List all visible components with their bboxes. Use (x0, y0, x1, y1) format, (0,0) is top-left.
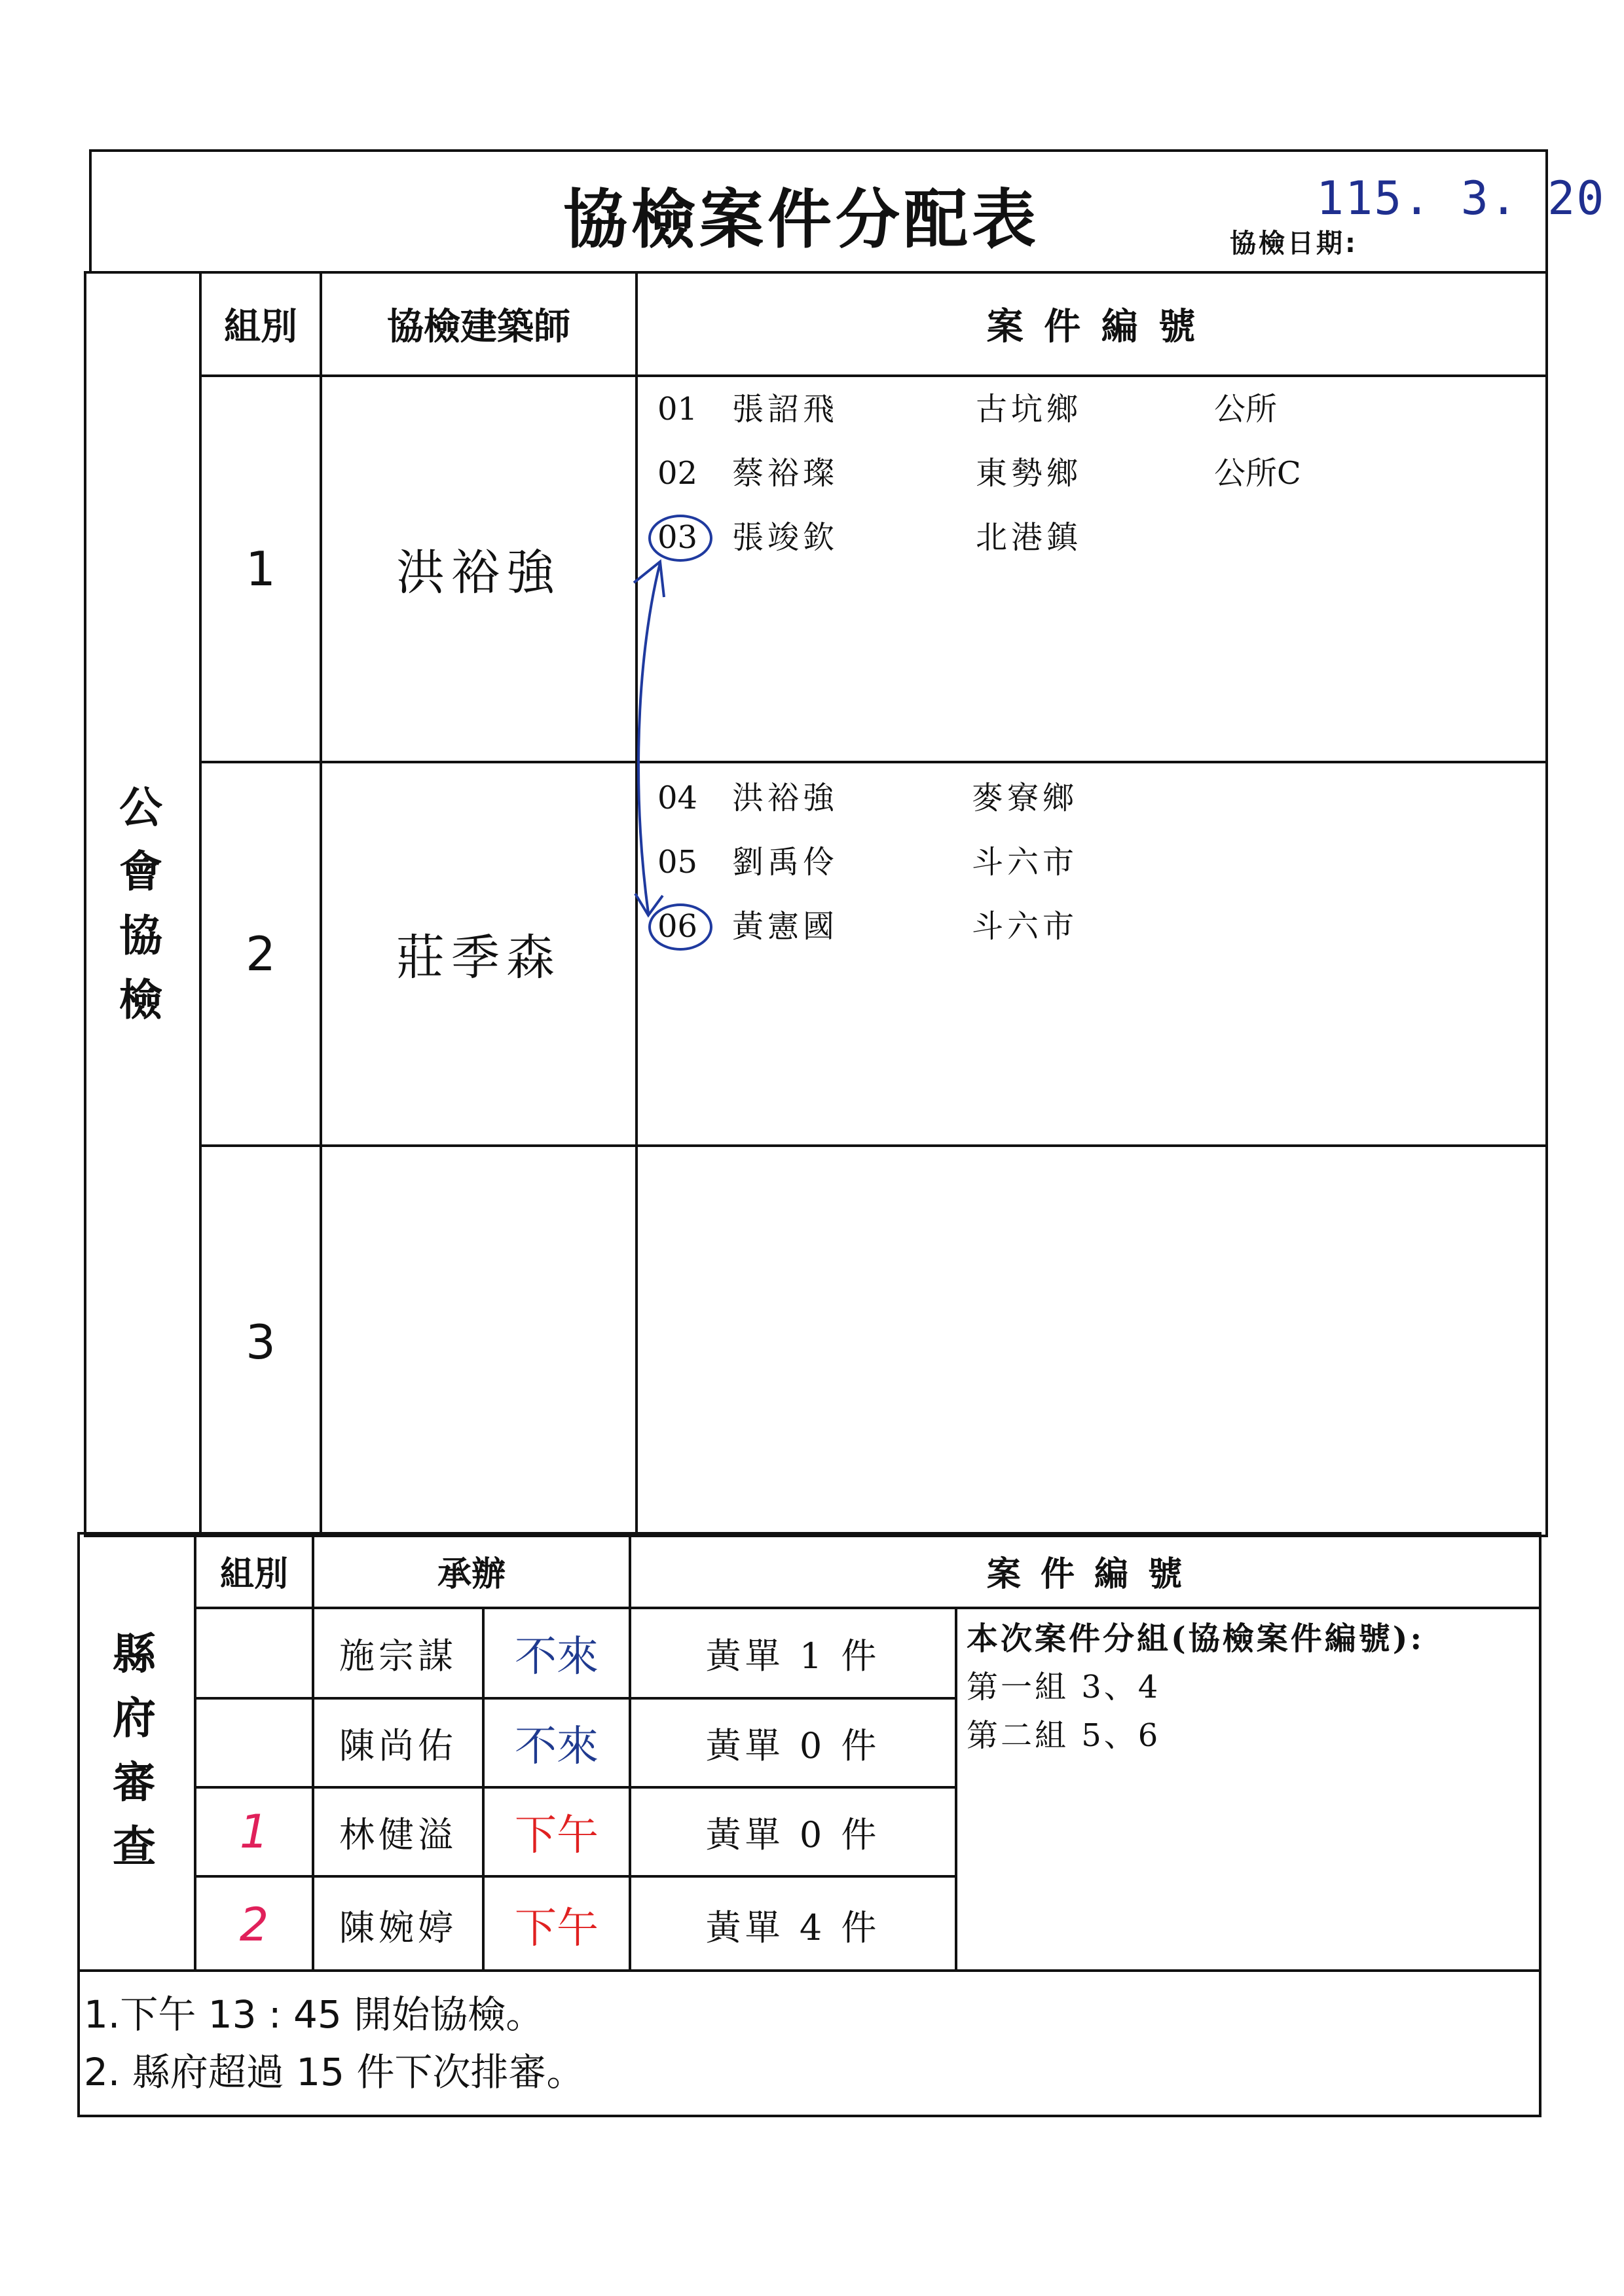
handler-name: 陳婉婷 (339, 1906, 457, 1948)
col-header-group: 組別 (224, 306, 297, 348)
yellow-slip-count: 黃單 4 件 (705, 1906, 881, 1948)
group-number: 2 (246, 926, 276, 981)
group-number: 1 (246, 541, 276, 596)
col-header-cases: 案 件 編 號 (986, 306, 1200, 348)
col-header-cases: 案 件 編 號 (986, 1554, 1187, 1594)
case-applicant: 張竣欽 (732, 519, 839, 556)
col-header-group: 組別 (219, 1554, 288, 1594)
section-char: 查 (113, 1821, 156, 1872)
association-section-label (98, 776, 183, 1032)
section-char: 審 (113, 1757, 156, 1808)
case-applicant: 劉禹伶 (732, 844, 839, 881)
case-no: 02 (657, 455, 698, 492)
section-char: 會 (119, 847, 162, 897)
date-stamp: 115. 3. 20 (1316, 172, 1606, 225)
handler-name: 陳尚佑 (339, 1724, 457, 1766)
handwritten-group-mark: 2 (239, 1898, 269, 1952)
case-place: 古坑鄉 (976, 391, 1082, 428)
county-section-label (92, 1622, 177, 1879)
grouping-summary (967, 1614, 1424, 1760)
case-applicant: 洪裕強 (732, 780, 839, 816)
case-applicant: 蔡裕璨 (732, 455, 839, 492)
architect-name: 洪裕強 (396, 545, 561, 601)
col-header-handler: 承辦 (437, 1554, 506, 1594)
case-no: 04 (657, 780, 698, 816)
handler-name: 施宗謀 (339, 1635, 457, 1677)
case-note: 公所C (1214, 455, 1301, 492)
summary-line: 第二組 5、6 (967, 1717, 1161, 1754)
section-char: 縣 (113, 1629, 156, 1679)
handwritten-group-mark: 1 (239, 1805, 269, 1859)
case-note: 公所 (1214, 391, 1278, 428)
section-char: 府 (113, 1693, 156, 1743)
section-char: 檢 (119, 975, 162, 1025)
summary-heading: 本次案件分組(協檢案件編號): (967, 1620, 1425, 1657)
yellow-slip-count: 黃單 0 件 (705, 1724, 881, 1766)
case-no: 05 (657, 844, 698, 881)
case-place: 麥寮鄉 (972, 780, 1079, 816)
architect-name: 莊季森 (396, 930, 561, 986)
page-title: 協檢案件分配表 (563, 182, 1041, 257)
case-place: 斗六市 (972, 908, 1079, 945)
yellow-slip-count: 黃單 0 件 (705, 1813, 881, 1855)
attendance-status: 下午 (515, 1904, 599, 1953)
case-no: 06 (657, 908, 698, 945)
section-char: 協 (119, 911, 162, 961)
group-number: 3 (246, 1315, 276, 1370)
handwritten-swap-arrow-icon (616, 537, 694, 943)
attendance-status: 下午 (515, 1812, 599, 1860)
attendance-status: 不來 (515, 1633, 599, 1681)
case-no: 01 (657, 391, 698, 428)
date-label: 協檢日期: (1230, 228, 1358, 259)
note-line: 2. 縣府超過 15 件下次排審。 (84, 2050, 585, 2094)
handler-name: 林健溢 (339, 1813, 457, 1855)
col-header-architect: 協檢建築師 (387, 306, 570, 348)
case-no: 03 (657, 519, 698, 556)
case-applicant: 黃憲國 (732, 908, 839, 945)
section-char: 公 (119, 782, 162, 833)
case-place: 東勢鄉 (976, 455, 1082, 492)
note-line: 1.下午 13 : 45 開始協檢。 (84, 1992, 544, 2037)
case-place: 斗六市 (972, 844, 1079, 881)
attendance-status: 不來 (515, 1722, 599, 1771)
case-applicant: 張詔飛 (732, 391, 839, 428)
summary-line: 第一組 3、4 (967, 1669, 1161, 1705)
case-place: 北港鎮 (976, 519, 1082, 556)
yellow-slip-count: 黃單 1 件 (705, 1635, 881, 1677)
